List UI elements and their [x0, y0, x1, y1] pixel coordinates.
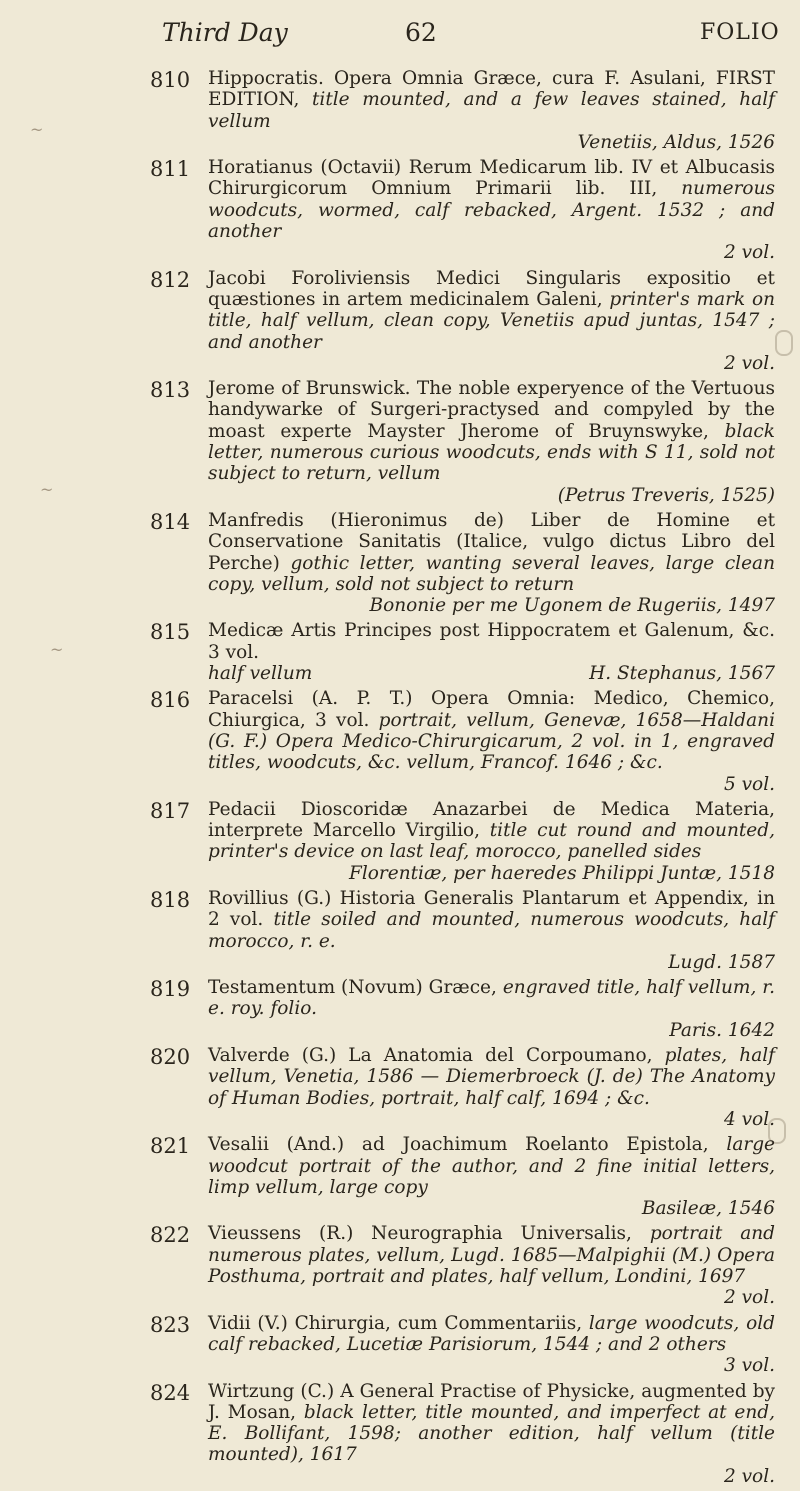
lot-imprint: Venetiis, Aldus, 1526 [577, 131, 775, 153]
lot-description: large woodcuts, old calf rebacked, Lucetiæ Parisiorum, 1544 ; and 2 others [208, 1312, 775, 1355]
format-heading: FOLIO [700, 20, 780, 45]
lot-number: 810 [150, 68, 191, 92]
lot-volumes: 2 vol. [723, 242, 775, 264]
lot-entry [150, 1381, 775, 1487]
lot-number: 819 [150, 977, 191, 1002]
lot-entry [150, 1313, 775, 1377]
lot-volumes: 5 vol. [723, 773, 775, 795]
lot-number: 823 [150, 1312, 191, 1337]
lot-imprint: Bononie per me Ugonem de Rugeriis, 1497 [369, 595, 775, 617]
lot-number: 811 [150, 157, 191, 182]
lot-entry [150, 268, 775, 374]
lot-title: Jacobi Foroliviensis Medici Singularis expositio et quæstiones in artem medicinalem Galeni, [208, 267, 775, 310]
lot-description: large woodcut portrait of the author, and 2 fine initial letters, limp vellum, large copy [208, 1134, 775, 1198]
lot-imprint: (Petrus Treveris, 1525) [557, 484, 775, 506]
lot-number: 818 [150, 887, 191, 912]
lot-entry [150, 378, 775, 506]
lot-description: portrait and numerous plates, vellum, Lugd. 1685—Malpighii (M.) Opera Posthuma, portrait and plates, half vellum, Londini, 1697 [208, 1223, 775, 1288]
lot-number: 816 [150, 688, 191, 713]
lot-imprint: Paris. 1642 [669, 1019, 775, 1041]
lot-number: 813 [150, 378, 191, 403]
lot-entry [150, 68, 775, 153]
lot-title: Manfredis (Hieronimus de) Liber de Homine et Conservatione Sanitatis (Italice, vulgo dictus Libro del Perche) [208, 509, 775, 574]
lot-entry [150, 977, 775, 1041]
paperclip-icon [775, 330, 793, 356]
lot-title: Jerome of Brunswick. The noble experyence of the Vertuous handywarke of Surgeri-practysed and compyled by the moast experte Mayster Jherome of Bruynswyke, [208, 378, 775, 442]
lot-entry [150, 688, 775, 794]
lot-imprint: Lugd. 1587 [668, 951, 775, 973]
lot-number: 815 [150, 620, 191, 645]
lot-number: 821 [150, 1134, 191, 1159]
page-header [0, 18, 800, 58]
lot-description: black letter, title mounted, and imperfect at end, E. Bollifant, 1598; another edition, half vellum (title mounted), 1617 [208, 1401, 776, 1466]
margin-mark: ~ [30, 120, 44, 139]
day-heading: Third Day [162, 18, 288, 47]
lot-title: Rovillius (G.) Historia Generalis Plantarum et Appendix, in 2 vol. [208, 887, 775, 931]
lot-description: title mounted, and a few leaves stained, half vellum [208, 89, 775, 132]
lot-title: Testamentum (Novum) Græce, [208, 977, 497, 999]
lot-volumes: 3 vol. [723, 1355, 775, 1377]
lot-title: Pedacii Dioscoridæ Anazarbei de Medica Materia, interprete Marcello Virgilio, [208, 798, 775, 842]
lot-volumes: 4 vol. [723, 1108, 775, 1130]
lot-description: printer's mark on title, half vellum, clean copy, Venetiis apud juntas, 1547 ; and another [208, 288, 776, 353]
lot-number: 817 [150, 798, 191, 823]
lot-volumes: 2 vol. [723, 1465, 775, 1487]
margin-mark: ~ [40, 480, 54, 499]
lot-imprint: Basileæ, 1546 [641, 1198, 775, 1220]
lot-description: title soiled and mounted, numerous woodcuts, half morocco, r. e. [208, 909, 775, 952]
lot-volumes: 2 vol. [723, 1287, 775, 1309]
lot-description: title cut round and mounted, printer's device on last leaf, morocco, panelled sides [208, 820, 775, 863]
lot-description: black letter, numerous curious woodcuts, ends with S 11, sold not subject to return, vellum [208, 420, 775, 485]
lot-title: Vieussens (R.) Neurographia Universalis, [208, 1223, 632, 1245]
lot-title: Wirtzung (C.) A General Practise of Physicke, augmented by J. Mosan, [208, 1380, 775, 1423]
lot-title: Medicæ Artis Principes post Hippocratem et Galenum, &c. 3 vol. [208, 620, 775, 663]
lot-description: half vellum [208, 663, 313, 685]
lot-title: Hippocratis. Opera Omnia Græce, cura F. Asulani, FIRST EDITION, [208, 68, 775, 111]
lot-entry [150, 510, 775, 616]
lot-number: 814 [150, 509, 191, 534]
lot-description: numerous woodcuts, wormed, calf rebacked, Argent. 1532 ; and another [208, 178, 775, 243]
lot-description: engraved title, half vellum, r. e. roy. folio. [208, 977, 775, 1020]
lot-number: 812 [150, 267, 191, 292]
lot-imprint: H. Stephanus, 1567 [589, 663, 775, 685]
lot-list [150, 68, 775, 1491]
lot-entry [150, 1223, 775, 1308]
lot-number: 822 [150, 1223, 191, 1248]
lot-volumes: 2 vol. [723, 352, 775, 374]
lot-title: Valverde (G.) La Anatomia del Corpoumano, [208, 1045, 653, 1067]
lot-number: 824 [150, 1380, 191, 1405]
lot-entry [150, 888, 775, 973]
lot-title: Vesalii (And.) ad Joachimum Roelanto Epistola, [208, 1134, 709, 1156]
margin-mark: ~ [50, 640, 64, 659]
lot-description: portrait, vellum, Genevæ, 1658—Haldani (G. F.) Opera Medico-Chirurgicarum, 2 vol. in 1, engraved titles, woodcuts, &c. vellum, Francof. 1646 ; &c. [208, 709, 775, 774]
lot-title: Horatianus (Octavii) Rerum Medicarum lib. IV et Albucasis Chirurgicorum Omnium Primarii lib. III, [208, 157, 775, 200]
lot-entry [150, 1045, 775, 1130]
lot-entry [150, 620, 775, 684]
lot-description: plates, half vellum, Venetia, 1586 — Diemerbroeck (J. de) The Anatomy of Human Bodies, portrait, half calf, 1694 ; &c. [208, 1045, 775, 1109]
lot-entry [150, 1134, 775, 1219]
lot-imprint: Florentiæ, per haeredes Philippi Juntæ, 1518 [349, 862, 775, 884]
lot-number: 820 [150, 1045, 191, 1070]
lot-entry [150, 157, 775, 263]
page-number: 62 [405, 18, 437, 47]
lot-title: Paracelsi (A. P. T.) Opera Omnia: Medico, Chemico, Chiurgica, 3 vol. [208, 688, 775, 731]
lot-entry [150, 799, 775, 884]
lot-title: Vidii (V.) Chirurgia, cum Commentariis, [208, 1312, 583, 1334]
lot-description: gothic letter, wanting several leaves, large clean copy, vellum, sold not subject to return [208, 552, 775, 595]
